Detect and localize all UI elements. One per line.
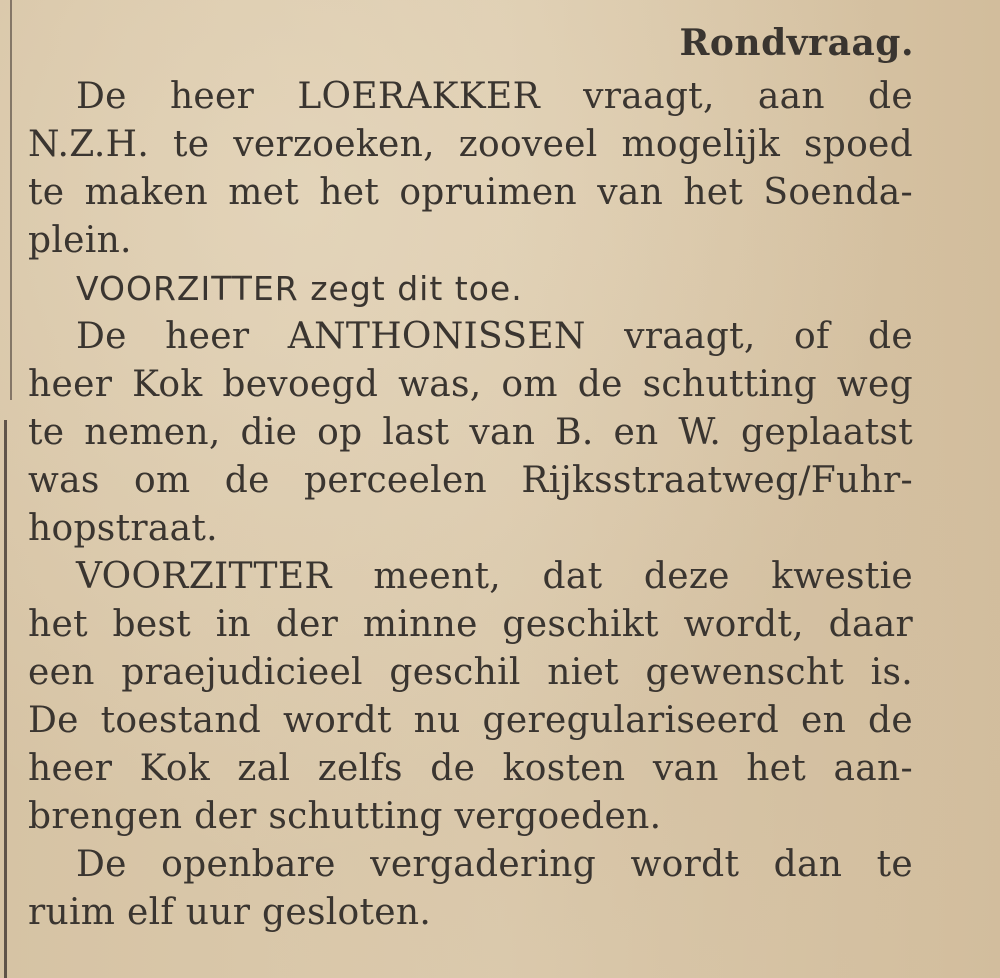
- text-line: een praejudicieel geschil niet gewenscht is.: [28, 652, 913, 693]
- text-line: De openbare vergadering wordt dan te: [76, 844, 913, 885]
- text-line: te nemen, die op last van B. en W. geplaatst: [28, 412, 913, 453]
- text-line: het best in der minne geschikt wordt, daar: [28, 604, 913, 645]
- article-heading: Rondvraag.: [679, 22, 914, 64]
- text-line: VOORZITTER zegt dit toe.: [76, 269, 523, 308]
- text-line: ruim elf uur gesloten.: [28, 892, 432, 933]
- text-line: De toestand wordt nu geregulariseerd en de: [28, 700, 913, 741]
- text-line: hopstraat.: [28, 508, 218, 549]
- text-line: was om de perceelen Rijksstraatweg/Fuhr-: [28, 460, 913, 501]
- column-rule-lower: [4, 420, 7, 978]
- column-rule-upper: [10, 0, 12, 400]
- text-line: heer Kok bevoegd was, om de schutting weg: [28, 364, 913, 405]
- text-line: plein.: [28, 220, 132, 261]
- text-line: N.Z.H. te verzoeken, zooveel mogelijk spoed: [28, 124, 913, 165]
- text-line: De heer LOERAKKER vraagt, aan de: [76, 76, 913, 117]
- text-line: heer Kok zal zelfs de kosten van het aan-: [28, 748, 913, 789]
- text-line: De heer ANTHONISSEN vraagt, of de: [76, 316, 913, 357]
- text-line: brengen der schutting vergoeden.: [28, 796, 662, 837]
- text-line: te maken met het opruimen van het Soenda-: [28, 172, 913, 213]
- text-line: VOORZITTER meent, dat deze kwestie: [76, 556, 913, 597]
